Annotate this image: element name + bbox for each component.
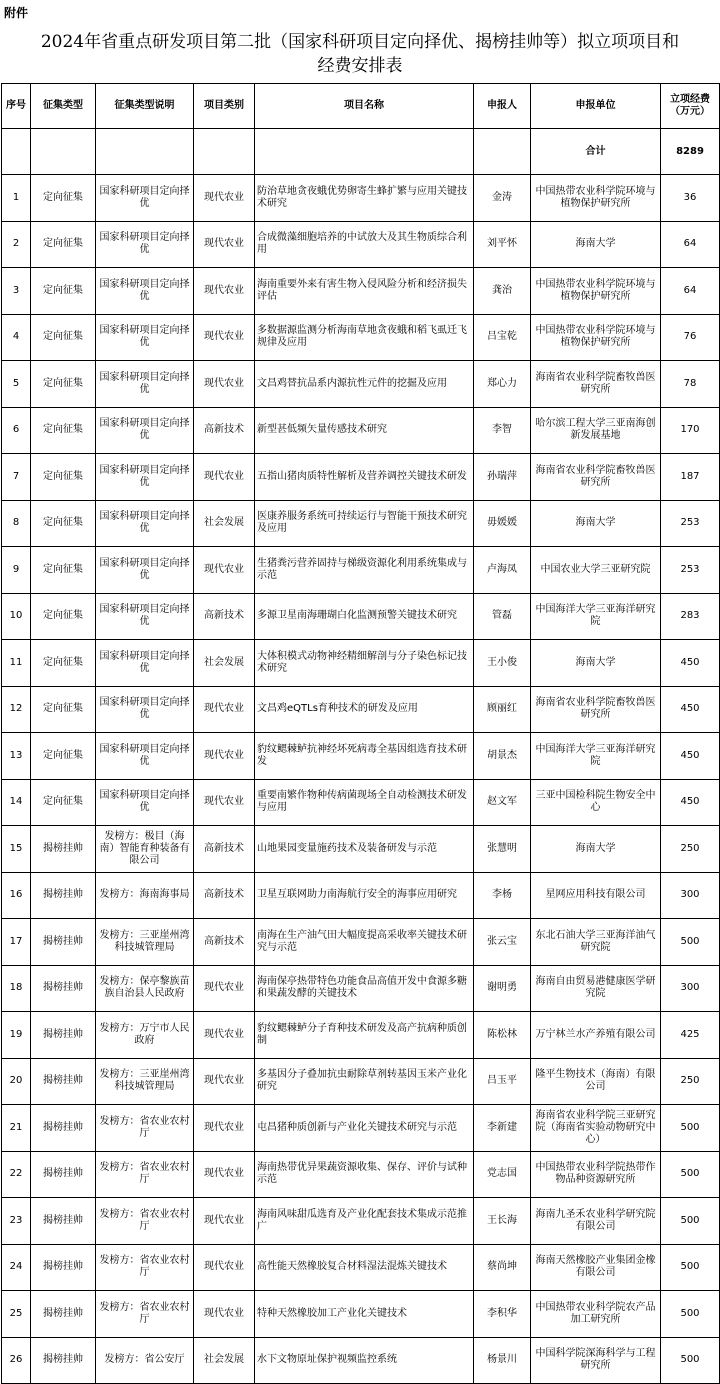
cell-call-type: 揭榜挂帅 [31, 1291, 96, 1338]
cell-unit: 中国热带农业科学院热带作物品种资源研究所 [531, 1151, 661, 1198]
table-row [2, 826, 720, 873]
cell-unit: 中国科学院深海科学与工程研究所 [531, 1337, 661, 1384]
cell-applicant: 卢海凤 [474, 547, 531, 594]
cell-category: 现代农业 [194, 1105, 255, 1152]
cell-serial: 8 [2, 500, 31, 547]
cell-applicant: 郑心力 [474, 361, 531, 408]
cell-unit: 中国海洋大学三亚海洋研究院 [531, 593, 661, 640]
cell-unit: 中国热带农业科学院环境与植物保护研究所 [531, 175, 661, 222]
cell-applicant: 毋媛媛 [474, 500, 531, 547]
cell-category: 现代农业 [194, 1198, 255, 1245]
header-unit: 申报单位 [531, 84, 661, 129]
cell-unit: 海南大学 [531, 221, 661, 268]
cell-project-name: 特种天然橡胶加工产业化关键技术 [255, 1291, 474, 1338]
cell-unit: 万宁林兰水产养殖有限公司 [531, 1012, 661, 1059]
cell-category: 现代农业 [194, 1244, 255, 1291]
table-row [2, 1337, 720, 1384]
cell-call-type-desc: 发榜方：万宁市人民政府 [96, 1012, 194, 1059]
cell-serial: 20 [2, 1058, 31, 1105]
cell-funds: 500 [661, 1198, 720, 1245]
cell-serial: 17 [2, 919, 31, 966]
cell-applicant: 管磊 [474, 593, 531, 640]
cell-project-name: 防治草地贪夜蛾优势卵寄生蜂扩繁与应用关键技术研究 [255, 175, 474, 222]
table-row [2, 1058, 720, 1105]
cell-serial: 11 [2, 640, 31, 687]
cell-unit: 海南大学 [531, 500, 661, 547]
cell-applicant: 张云宝 [474, 919, 531, 966]
cell-call-type: 定向征集 [31, 686, 96, 733]
cell-funds: 64 [661, 221, 720, 268]
cell-call-type: 定向征集 [31, 779, 96, 826]
cell-serial: 15 [2, 826, 31, 873]
table-row [2, 1151, 720, 1198]
cell-applicant: 王小俊 [474, 640, 531, 687]
cell-project-name: 五指山猪肉质特性解析及营养调控关键技术研发 [255, 454, 474, 501]
cell-unit: 海南大学 [531, 640, 661, 687]
cell-call-type: 揭榜挂帅 [31, 1244, 96, 1291]
cell-project-name: 重要南繁作物种传病菌现场全自动检测技术研发与应用 [255, 779, 474, 826]
cell-project-name: 生猪粪污营养固持与梯级资源化利用系统集成与示范 [255, 547, 474, 594]
cell-funds: 425 [661, 1012, 720, 1059]
cell-applicant: 金涛 [474, 175, 531, 222]
cell-category: 现代农业 [194, 547, 255, 594]
cell-category: 现代农业 [194, 361, 255, 408]
total-label: 合计 [531, 129, 661, 175]
cell-applicant: 李新建 [474, 1105, 531, 1152]
cell-call-type: 揭榜挂帅 [31, 1198, 96, 1245]
cell-funds: 500 [661, 1151, 720, 1198]
table-row [2, 593, 720, 640]
cell-call-type: 揭榜挂帅 [31, 1151, 96, 1198]
cell-unit: 中国海洋大学三亚海洋研究院 [531, 733, 661, 780]
cell-call-type-desc: 国家科研项目定向择优 [96, 547, 194, 594]
cell-project-name: 海南热带优异果蔬资源收集、保存、评价与试种示范 [255, 1151, 474, 1198]
cell-category: 高新技术 [194, 872, 255, 919]
cell-category: 现代农业 [194, 733, 255, 780]
cell-funds: 283 [661, 593, 720, 640]
cell-call-type: 定向征集 [31, 407, 96, 454]
cell-serial: 13 [2, 733, 31, 780]
table-row [2, 965, 720, 1012]
cell-call-type-desc: 发榜方：省农业农村厅 [96, 1291, 194, 1338]
title-line-2: 经费安排表 [317, 56, 403, 76]
cell-funds: 78 [661, 361, 720, 408]
table-row [2, 268, 720, 315]
cell-applicant: 李积华 [474, 1291, 531, 1338]
cell-category: 社会发展 [194, 500, 255, 547]
cell-serial: 6 [2, 407, 31, 454]
cell-applicant: 赵文军 [474, 779, 531, 826]
cell-call-type: 揭榜挂帅 [31, 1058, 96, 1105]
project-funding-table [1, 83, 720, 1384]
cell-funds: 250 [661, 826, 720, 873]
cell-funds: 450 [661, 779, 720, 826]
cell-call-type-desc: 发榜方：三亚崖州湾科技城管理局 [96, 1058, 194, 1105]
cell-serial: 14 [2, 779, 31, 826]
cell-funds: 500 [661, 1337, 720, 1384]
cell-applicant: 刘平怀 [474, 221, 531, 268]
table-row [2, 1105, 720, 1152]
cell-call-type-desc: 国家科研项目定向择优 [96, 500, 194, 547]
header-category: 项目类别 [194, 84, 255, 129]
cell-call-type: 定向征集 [31, 500, 96, 547]
cell-project-name: 水下文物原址保护视频监控系统 [255, 1337, 474, 1384]
cell-serial: 7 [2, 454, 31, 501]
table-row [2, 1291, 720, 1338]
table-row [2, 640, 720, 687]
table-row [2, 547, 720, 594]
cell-applicant: 蔡尚坤 [474, 1244, 531, 1291]
cell-applicant: 吕宝乾 [474, 314, 531, 361]
cell-call-type: 定向征集 [31, 547, 96, 594]
cell-serial: 12 [2, 686, 31, 733]
cell-project-name: 多基因分子叠加抗虫耐除草剂转基因玉米产业化研究 [255, 1058, 474, 1105]
table-row [2, 407, 720, 454]
cell-category: 高新技术 [194, 826, 255, 873]
cell-serial: 1 [2, 175, 31, 222]
cell-project-name: 海南保亭热带特色功能食品高值开发中食源多糖和果蔬发酵的关键技术 [255, 965, 474, 1012]
cell-category: 社会发展 [194, 1337, 255, 1384]
cell-serial: 3 [2, 268, 31, 315]
cell-call-type: 定向征集 [31, 361, 96, 408]
cell-unit: 海南省农业科学院畜牧兽医研究所 [531, 361, 661, 408]
cell-category: 现代农业 [194, 221, 255, 268]
cell-unit: 三亚中国检科院生物安全中心 [531, 779, 661, 826]
cell-funds: 450 [661, 733, 720, 780]
cell-project-name: 大体积模式动物神经精细解剖与分子染色标记技术研究 [255, 640, 474, 687]
cell-applicant: 党志国 [474, 1151, 531, 1198]
cell-call-type-desc: 国家科研项目定向择优 [96, 640, 194, 687]
cell-project-name: 文昌鸡替抗品系内源抗性元件的挖掘及应用 [255, 361, 474, 408]
cell-serial: 10 [2, 593, 31, 640]
cell-funds: 253 [661, 547, 720, 594]
cell-call-type-desc: 国家科研项目定向择优 [96, 686, 194, 733]
table-row [2, 500, 720, 547]
cell-call-type-desc: 国家科研项目定向择优 [96, 361, 194, 408]
cell-project-name: 山地果园变量施药技术及装备研发与示范 [255, 826, 474, 873]
cell-serial: 21 [2, 1105, 31, 1152]
cell-serial: 16 [2, 872, 31, 919]
cell-call-type-desc: 国家科研项目定向择优 [96, 268, 194, 315]
cell-applicant: 谢明勇 [474, 965, 531, 1012]
cell-serial: 23 [2, 1198, 31, 1245]
cell-funds: 500 [661, 1291, 720, 1338]
cell-unit: 中国热带农业科学院环境与植物保护研究所 [531, 268, 661, 315]
cell-applicant: 孙瑞萍 [474, 454, 531, 501]
table-row [2, 872, 720, 919]
cell-serial: 19 [2, 1012, 31, 1059]
cell-unit: 星网应用科技有限公司 [531, 872, 661, 919]
cell-funds: 36 [661, 175, 720, 222]
table-row [2, 361, 720, 408]
cell-applicant: 龚治 [474, 268, 531, 315]
cell-call-type-desc: 国家科研项目定向择优 [96, 175, 194, 222]
cell-call-type: 揭榜挂帅 [31, 1012, 96, 1059]
cell-call-type: 定向征集 [31, 175, 96, 222]
cell-call-type: 定向征集 [31, 733, 96, 780]
cell-serial: 5 [2, 361, 31, 408]
cell-applicant: 吕玉平 [474, 1058, 531, 1105]
cell-serial: 25 [2, 1291, 31, 1338]
cell-project-name: 医康养服务系统可持续运行与智能干预技术研究及应用 [255, 500, 474, 547]
table-row [2, 1012, 720, 1059]
cell-category: 现代农业 [194, 454, 255, 501]
cell-category: 现代农业 [194, 1012, 255, 1059]
header-call-type-desc: 征集类型说明 [96, 84, 194, 129]
table-row [2, 221, 720, 268]
header-applicant: 申报人 [474, 84, 531, 129]
cell-serial: 24 [2, 1244, 31, 1291]
table-row [2, 919, 720, 966]
document-title [0, 30, 720, 78]
cell-project-name: 合成微藻细胞培养的中试放大及其生物质综合利用 [255, 221, 474, 268]
cell-unit: 海南省农业科学院畜牧兽医研究所 [531, 686, 661, 733]
cell-category: 现代农业 [194, 1151, 255, 1198]
cell-funds: 253 [661, 500, 720, 547]
cell-applicant: 杨景川 [474, 1337, 531, 1384]
cell-unit: 中国农业大学三亚研究院 [531, 547, 661, 594]
cell-call-type: 揭榜挂帅 [31, 1337, 96, 1384]
cell-call-type: 定向征集 [31, 454, 96, 501]
cell-serial: 22 [2, 1151, 31, 1198]
header-serial: 序号 [2, 84, 31, 129]
title-line-1: 2024年省重点研发项目第二批（国家科研项目定向择优、揭榜挂帅等）拟立项项目和 [40, 32, 680, 52]
cell-unit: 哈尔滨工程大学三亚南海创新发展基地 [531, 407, 661, 454]
cell-call-type: 定向征集 [31, 314, 96, 361]
cell-call-type-desc: 国家科研项目定向择优 [96, 314, 194, 361]
cell-serial: 9 [2, 547, 31, 594]
cell-project-name: 多数据源监测分析海南草地贪夜蛾和稻飞虱迁飞规律及应用 [255, 314, 474, 361]
attachment-label: 附件 [4, 6, 29, 20]
cell-project-name: 海南风味甜瓜选育及产业化配套技术集成示范推广 [255, 1198, 474, 1245]
cell-funds: 170 [661, 407, 720, 454]
cell-category: 现代农业 [194, 1291, 255, 1338]
cell-funds: 300 [661, 872, 720, 919]
cell-call-type: 揭榜挂帅 [31, 965, 96, 1012]
table-row [2, 779, 720, 826]
cell-applicant: 张慧明 [474, 826, 531, 873]
cell-call-type: 揭榜挂帅 [31, 1105, 96, 1152]
cell-applicant: 李杨 [474, 872, 531, 919]
cell-call-type-desc: 发榜方：省公安厅 [96, 1337, 194, 1384]
cell-call-type-desc: 发榜方：三亚崖州湾科技城管理局 [96, 919, 194, 966]
cell-project-name: 多源卫星南海珊瑚白化监测预警关键技术研究 [255, 593, 474, 640]
cell-call-type: 定向征集 [31, 268, 96, 315]
cell-unit: 海南大学 [531, 826, 661, 873]
cell-project-name: 文昌鸡eQTLs育种技术的研发及应用 [255, 686, 474, 733]
cell-funds: 250 [661, 1058, 720, 1105]
cell-category: 高新技术 [194, 407, 255, 454]
cell-call-type-desc: 国家科研项目定向择优 [96, 407, 194, 454]
cell-funds: 450 [661, 686, 720, 733]
header-funds: 立项经费（万元） [661, 84, 720, 129]
cell-serial: 18 [2, 965, 31, 1012]
cell-unit: 海南自由贸易港健康医学研究院 [531, 965, 661, 1012]
cell-funds: 450 [661, 640, 720, 687]
header-project-name: 项目名称 [255, 84, 474, 129]
cell-funds: 187 [661, 454, 720, 501]
cell-call-type-desc: 发榜方：省农业农村厅 [96, 1151, 194, 1198]
cell-funds: 500 [661, 1244, 720, 1291]
cell-unit: 海南省农业科学院三亚研究院（海南省实验动物研究中心） [531, 1105, 661, 1152]
cell-unit: 海南九圣禾农业科学研究院有限公司 [531, 1198, 661, 1245]
total-value: 8289 [661, 129, 720, 175]
cell-funds: 500 [661, 1105, 720, 1152]
cell-call-type-desc: 发榜方：省农业农村厅 [96, 1105, 194, 1152]
cell-category: 现代农业 [194, 175, 255, 222]
cell-applicant: 陈松林 [474, 1012, 531, 1059]
cell-project-name: 海南重要外来有害生物入侵风险分析和经济损失评估 [255, 268, 474, 315]
cell-applicant: 王长海 [474, 1198, 531, 1245]
cell-applicant: 李智 [474, 407, 531, 454]
cell-funds: 300 [661, 965, 720, 1012]
cell-call-type-desc: 发榜方：海南海事局 [96, 872, 194, 919]
cell-project-name: 豹纹鳃棘鲈分子育种技术研发及高产抗病种质创制 [255, 1012, 474, 1059]
cell-unit: 中国热带农业科学院农产品加工研究所 [531, 1291, 661, 1338]
cell-applicant: 胡景杰 [474, 733, 531, 780]
cell-unit: 中国热带农业科学院环境与植物保护研究所 [531, 314, 661, 361]
cell-project-name: 屯昌猪种质创新与产业化关键技术研究与示范 [255, 1105, 474, 1152]
cell-call-type: 定向征集 [31, 640, 96, 687]
cell-funds: 64 [661, 268, 720, 315]
cell-call-type-desc: 国家科研项目定向择优 [96, 779, 194, 826]
total-row [2, 129, 720, 175]
cell-unit: 东北石油大学三亚海洋油气研究院 [531, 919, 661, 966]
table-row [2, 686, 720, 733]
table-row [2, 454, 720, 501]
cell-serial: 4 [2, 314, 31, 361]
cell-serial: 26 [2, 1337, 31, 1384]
cell-call-type: 揭榜挂帅 [31, 826, 96, 873]
cell-project-name: 卫星互联网助力南海航行安全的海事应用研究 [255, 872, 474, 919]
cell-call-type-desc: 国家科研项目定向择优 [96, 733, 194, 780]
table-row [2, 175, 720, 222]
cell-category: 现代农业 [194, 965, 255, 1012]
cell-unit: 海南天然橡胶产业集团金橡有限公司 [531, 1244, 661, 1291]
cell-category: 现代农业 [194, 1058, 255, 1105]
cell-serial: 2 [2, 221, 31, 268]
cell-call-type-desc: 发榜方：省农业农村厅 [96, 1244, 194, 1291]
cell-category: 高新技术 [194, 919, 255, 966]
cell-project-name: 新型甚低频矢量传感技术研究 [255, 407, 474, 454]
cell-unit: 海南省农业科学院畜牧兽医研究所 [531, 454, 661, 501]
cell-call-type-desc: 国家科研项目定向择优 [96, 454, 194, 501]
cell-call-type: 揭榜挂帅 [31, 919, 96, 966]
table-row [2, 1244, 720, 1291]
cell-call-type: 揭榜挂帅 [31, 872, 96, 919]
table-row [2, 1198, 720, 1245]
cell-call-type-desc: 国家科研项目定向择优 [96, 221, 194, 268]
cell-call-type-desc: 发榜方：极目（海南）智能育种装备有限公司 [96, 826, 194, 873]
cell-unit: 隆平生物技术（海南）有限公司 [531, 1058, 661, 1105]
cell-category: 社会发展 [194, 640, 255, 687]
cell-call-type-desc: 发榜方：保亭黎族苗族自治县人民政府 [96, 965, 194, 1012]
cell-call-type: 定向征集 [31, 221, 96, 268]
cell-category: 现代农业 [194, 779, 255, 826]
cell-project-name: 高性能天然橡胶复合材料湿法混炼关键技术 [255, 1244, 474, 1291]
cell-category: 现代农业 [194, 686, 255, 733]
table-row [2, 314, 720, 361]
cell-applicant: 顾丽红 [474, 686, 531, 733]
cell-category: 高新技术 [194, 593, 255, 640]
cell-project-name: 南海在生产油气田大幅度提高采收率关键技术研究与示范 [255, 919, 474, 966]
table-header-row [2, 84, 720, 129]
cell-call-type: 定向征集 [31, 593, 96, 640]
cell-funds: 76 [661, 314, 720, 361]
cell-category: 现代农业 [194, 314, 255, 361]
cell-category: 现代农业 [194, 268, 255, 315]
cell-funds: 500 [661, 919, 720, 966]
header-call-type: 征集类型 [31, 84, 96, 129]
cell-call-type-desc: 发榜方：省农业农村厅 [96, 1198, 194, 1245]
table-row [2, 733, 720, 780]
cell-call-type-desc: 国家科研项目定向择优 [96, 593, 194, 640]
cell-project-name: 豹纹鳃棘鲈抗神经坏死病毒全基因组选育技术研发 [255, 733, 474, 780]
